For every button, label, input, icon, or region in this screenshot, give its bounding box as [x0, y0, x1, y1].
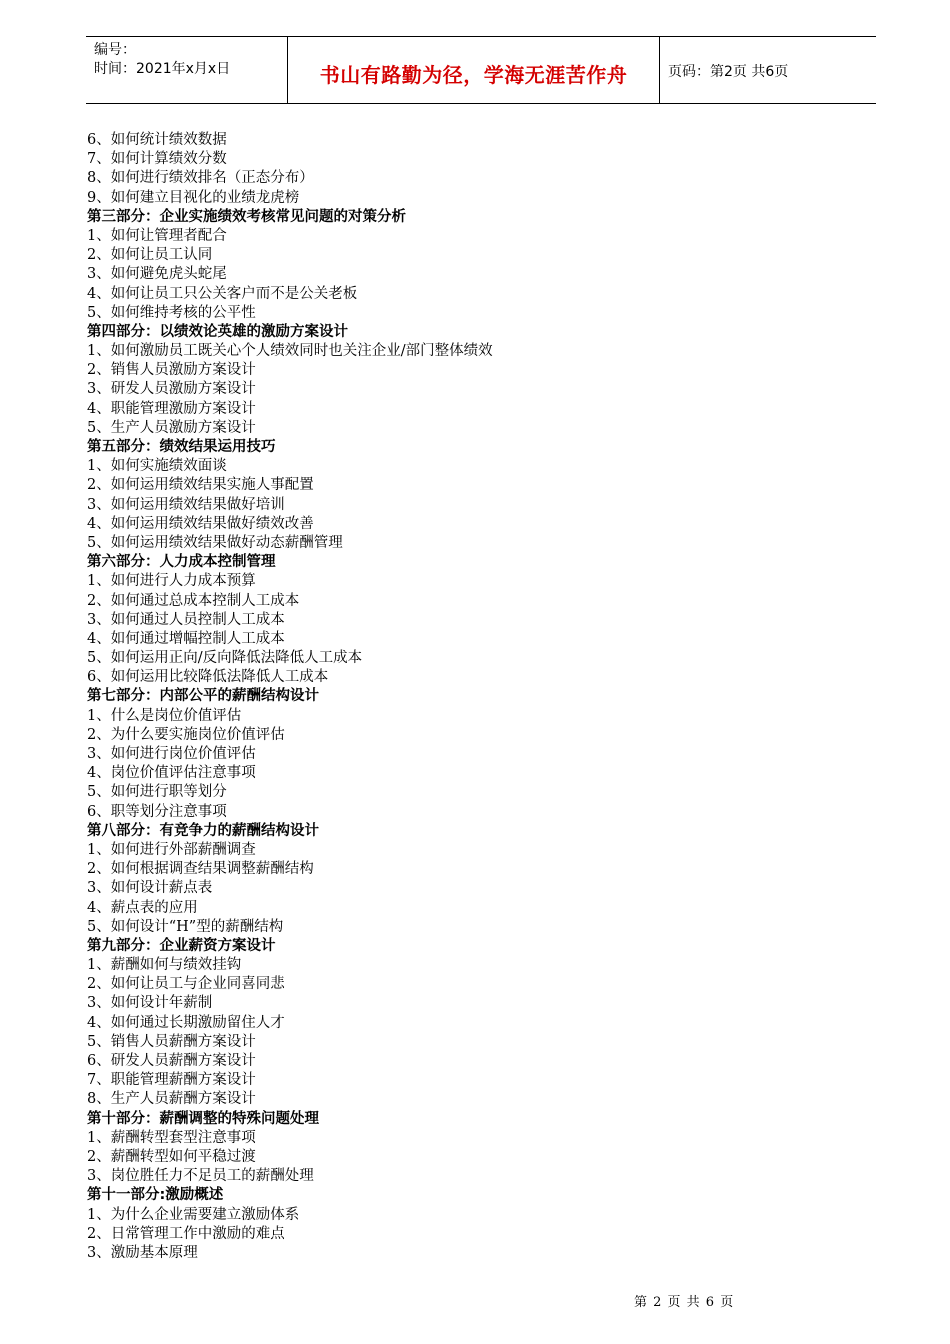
- list-item: 3、如何进行岗位价值评估: [87, 746, 256, 762]
- list-item: 1、薪酬转型套型注意事项: [87, 1129, 256, 1146]
- list-item: 9、如何建立目视化的业绩龙虎榜: [87, 189, 300, 206]
- list-item: 2、如何让员工认同: [87, 247, 213, 264]
- list-item: 3、如何避免虎头蛇尾: [87, 266, 227, 283]
- list-item: 5、如何运用绩效结果做好动态薪酬管理: [87, 534, 343, 551]
- section-heading: 第八部分：有竞争力的薪酬结构设计: [87, 822, 319, 839]
- list-item: 8、如何进行绩效排名（正态分布）: [87, 170, 314, 187]
- list-item: 1、薪酬如何与绩效挂钩: [87, 957, 242, 974]
- list-item: 7、如何计算绩效分数: [87, 151, 227, 168]
- list-item: 2、日常管理工作中激励的难点: [87, 1225, 285, 1242]
- list-item: 1、如何激励员工既关心个人绩效同时也关注企业/部门整体绩效: [87, 343, 493, 360]
- list-item: 4、如何通过增幅控制人工成本: [87, 630, 285, 647]
- section-heading: 第十部分：薪酬调整的特殊问题处理: [87, 1110, 319, 1127]
- list-item: 2、薪酬转型如何平稳过渡: [87, 1148, 256, 1165]
- list-item: 4、如何让员工只公关客户而不是公关老板: [87, 285, 358, 302]
- list-item: 3、岗位胜任力不足员工的薪酬处理: [87, 1168, 314, 1185]
- list-item: 2、如何根据调查结果调整薪酬结构: [87, 861, 314, 878]
- section-heading: 第九部分：企业薪资方案设计: [87, 937, 276, 954]
- list-item: 2、销售人员激励方案设计: [87, 362, 256, 379]
- header-motto: 书山有路勤为径，学海无涯苦作舟: [288, 37, 660, 103]
- list-item: 7、职能管理薪酬方案设计: [87, 1072, 256, 1089]
- section-heading: 第三部分：企业实施绩效考核常见问题的对策分析: [87, 208, 406, 225]
- list-item: 4、职能管理激励方案设计: [87, 400, 256, 417]
- page-header: [86, 36, 876, 104]
- list-item: 3、如何运用绩效结果做好培训: [87, 496, 285, 513]
- list-item: 4、岗位价值评估注意事项: [87, 765, 256, 782]
- list-item: 5、如何设计“H”型的薪酬结构: [87, 918, 284, 935]
- list-item: 3、如何设计薪点表: [87, 880, 213, 897]
- document-number-label: 编号：: [94, 42, 136, 58]
- section-heading: 第六部分：人力成本控制管理: [87, 554, 276, 571]
- section-heading: 第十一部分:激励概述: [87, 1187, 224, 1204]
- list-item: 5、如何维持考核的公平性: [87, 304, 256, 321]
- list-item: 8、生产人员薪酬方案设计: [87, 1091, 256, 1108]
- section-heading: 第四部分：以绩效论英雄的激励方案设计: [87, 323, 348, 340]
- list-item: 6、职等划分注意事项: [87, 803, 227, 820]
- list-item: 1、为什么企业需要建立激励体系: [87, 1206, 300, 1223]
- list-item: 1、如何进行人力成本预算: [87, 573, 256, 590]
- list-item: 6、如何运用比较降低法降低人工成本: [87, 669, 329, 686]
- section-heading: 第五部分：绩效结果运用技巧: [87, 439, 276, 455]
- list-item: 2、如何让员工与企业同喜同悲: [87, 976, 285, 993]
- list-item: 2、为什么要实施岗位价值评估: [87, 726, 285, 743]
- list-item: 5、如何运用正向/反向降低法降低人工成本: [87, 650, 363, 667]
- list-item: 1、什么是岗位价值评估: [87, 707, 242, 724]
- list-item: 5、生产人员激励方案设计: [87, 419, 256, 436]
- list-item: 4、如何通过长期激励留住人才: [87, 1014, 285, 1031]
- list-item: 5、如何进行职等划分: [87, 784, 227, 801]
- page-footer: 第 2 页 共 6 页: [634, 1295, 735, 1310]
- list-item: 1、如何进行外部薪酬调查: [87, 841, 256, 858]
- list-item: 3、研发人员激励方案设计: [87, 381, 256, 398]
- document-body: [87, 131, 867, 1263]
- list-item: 4、薪点表的应用: [87, 899, 198, 916]
- list-item: 1、如何让管理者配合: [87, 227, 227, 244]
- list-item: 3、如何通过人员控制人工成本: [87, 611, 285, 628]
- list-item: 4、如何运用绩效结果做好绩效改善: [87, 515, 314, 532]
- list-item: 3、如何设计年薪制: [87, 995, 213, 1012]
- document-time-label: 时间：2021年x月x日: [94, 61, 231, 77]
- list-item: 2、如何运用绩效结果实施人事配置: [87, 477, 314, 494]
- list-item: 5、销售人员薪酬方案设计: [87, 1033, 256, 1050]
- list-item: 6、如何统计绩效数据: [87, 132, 227, 148]
- list-item: 6、研发人员薪酬方案设计: [87, 1053, 256, 1069]
- header-meta-cell: [86, 37, 288, 103]
- list-item: 3、激励基本原理: [87, 1244, 198, 1261]
- list-item: 1、如何实施绩效面谈: [87, 458, 227, 475]
- list-item: 2、如何通过总成本控制人工成本: [87, 592, 300, 609]
- header-page-info: 页码：第2页 共6页: [668, 64, 789, 80]
- section-heading: 第七部分：内部公平的薪酬结构设计: [87, 688, 319, 705]
